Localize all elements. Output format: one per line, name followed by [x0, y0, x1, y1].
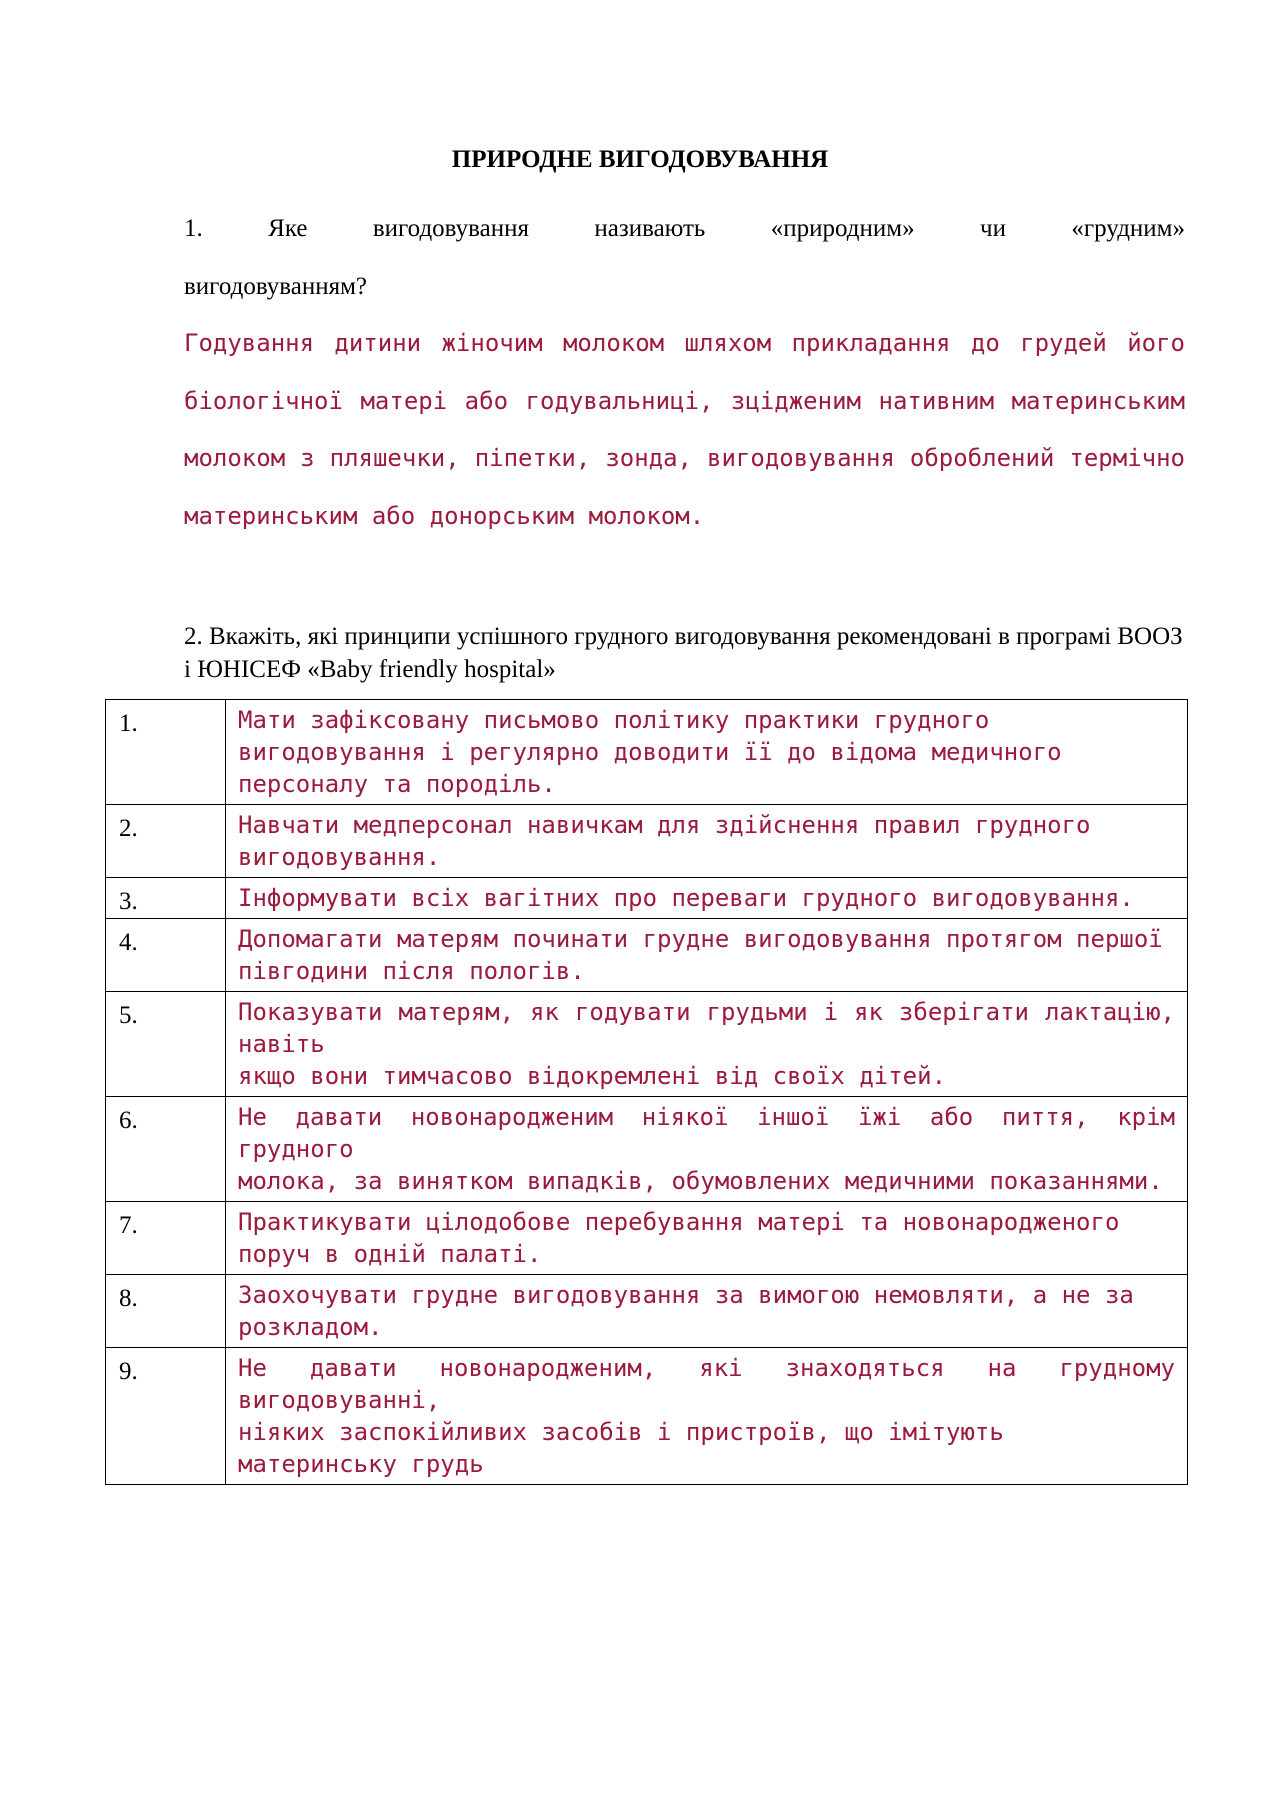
principle-text-line: Показувати матерям, як годувати грудьми і як зберігати лактацію, навіть: [238, 998, 1175, 1058]
principle-text: [226, 878, 1188, 919]
principle-number: 1.: [106, 700, 226, 805]
table-row: [106, 1348, 1188, 1485]
table-row: [106, 1202, 1188, 1275]
principle-number: 2.: [106, 805, 226, 878]
principle-text-line: Допомагати матерям починати грудне вигодовування протягом першої: [238, 925, 1163, 953]
principle-number: 3.: [106, 878, 226, 919]
principle-text-line: Інформувати всіх вагітних про переваги грудного вигодовування.: [238, 884, 1134, 912]
principle-number: 6.: [106, 1097, 226, 1202]
principle-number: 8.: [106, 1275, 226, 1348]
answer-1: Годування дитини жіночим молоком шляхом прикладання до грудей його біологічної матері або годувальниці, зцідженим нативним материнським молоком з пляшечки, піпетки, зонда, вигодовування оброблений термічно материнським або донорським молоком.: [184, 329, 1185, 530]
principle-text-line: Навчати медперсонал навичкам для здійснення правил грудного: [238, 811, 1091, 839]
table-row: [106, 1275, 1188, 1348]
principle-text-line: розкладом.: [238, 1313, 383, 1341]
principle-text: [226, 700, 1188, 805]
principle-text-line: ніяких заспокійливих засобів і пристроїв, що імітують материнську грудь: [238, 1418, 1004, 1478]
principle-text-line: молока, за винятком випадків, обумовлених медичними показаннями.: [238, 1167, 1163, 1195]
table-row: [106, 805, 1188, 878]
page-title: ПРИРОДНЕ ВИГОДОВУВАННЯ: [451, 146, 829, 173]
principle-number: 5.: [106, 992, 226, 1097]
table-row: [106, 992, 1188, 1097]
principle-text: [226, 992, 1188, 1097]
question-2: 2. Вкажіть, які принципи успішного грудного вигодовування рекомендовані в програмі ВООЗ і ЮНІСЕФ «Baby friendly hospital»: [184, 623, 1183, 683]
principle-number: 4.: [106, 919, 226, 992]
principle-text-line: Не давати новонародженим, які знаходяться на грудному вигодовуванні,: [238, 1354, 1175, 1414]
principle-text: [226, 919, 1188, 992]
principles-table: [105, 699, 1188, 1485]
principle-text: [226, 1097, 1188, 1202]
principle-text: [226, 805, 1188, 878]
principle-text: [226, 1202, 1188, 1275]
principle-text-line: вигодовування.: [238, 843, 441, 871]
table-row: [106, 919, 1188, 992]
question-1-line-2: вигодовуванням?: [184, 273, 368, 300]
principle-text-line: Не давати новонародженим ніякої іншої їжі або пиття, крім грудного: [238, 1103, 1175, 1163]
principle-text: [226, 1275, 1188, 1348]
principle-text-line: Практикувати цілодобове перебування матері та новонародженого поруч в одній палаті.: [238, 1208, 1120, 1268]
principle-number: 9.: [106, 1348, 226, 1485]
principle-text-line: Заохочувати грудне вигодовування за вимогою немовляти, а не за: [238, 1281, 1134, 1309]
question-1-line-1: 1. Яке вигодовування називають «природним» чи «грудним»: [184, 215, 1185, 242]
table-row: [106, 878, 1188, 919]
principle-text-line: півгодини після пологів.: [238, 957, 585, 985]
table-row: [106, 700, 1188, 805]
table-row: [106, 1097, 1188, 1202]
principle-text-line: якщо вони тимчасово відокремлені від своїх дітей.: [238, 1062, 947, 1090]
principle-text: [226, 1348, 1188, 1485]
principle-number: 7.: [106, 1202, 226, 1275]
principle-text-line: Мати зафіксовану письмово політику практики грудного вигодовування і регулярно доводити її до відома медичного персоналу та породіль.: [238, 706, 1062, 798]
